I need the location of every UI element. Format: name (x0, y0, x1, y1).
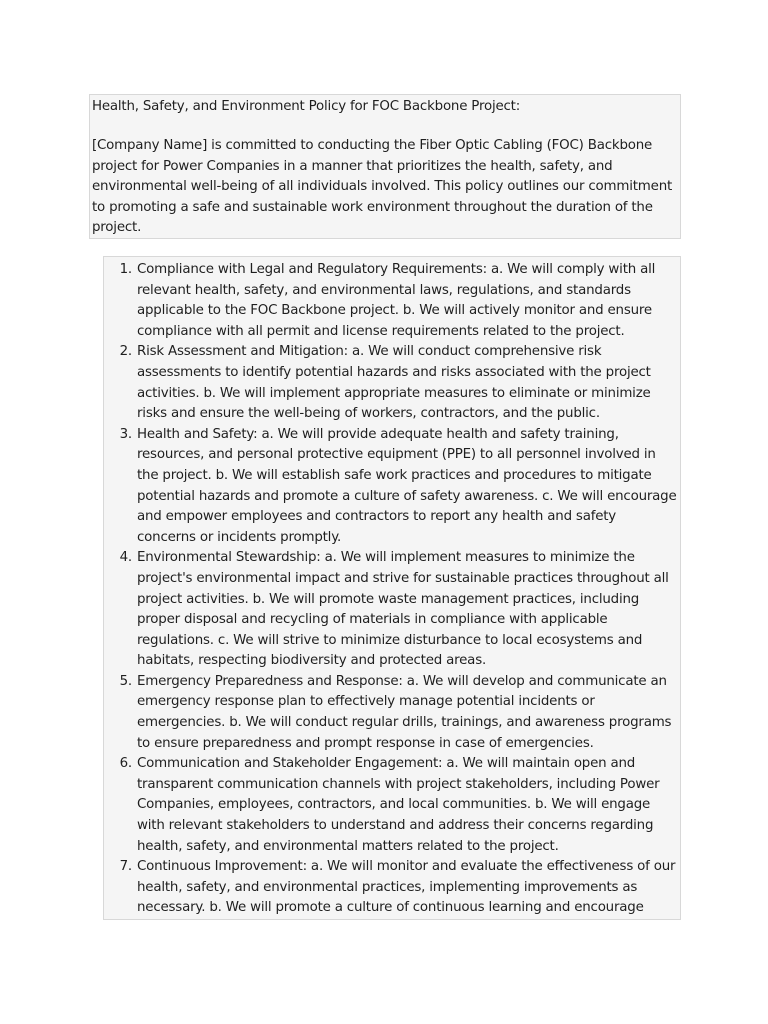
list-item-text: Risk Assessment and Mitigation: a. We will conduct comprehensive risk assessments to identify potential hazards and risks associated with the project activities. b. We will implement appropriate measures to eliminate or minimize risks and ensure the well-being of workers, contractors, and the public. (137, 344, 651, 422)
list-item (104, 342, 680, 424)
list-item (104, 548, 680, 672)
list-item (104, 857, 680, 919)
document-title: Health, Safety, and Environment Policy for FOC Backbone Project: (92, 99, 521, 114)
list-item-text: Health and Safety: a. We will provide adequate health and safety training, resources, and personal protective equipment (PPE) to all personnel involved in the project. b. We will establish safe work practices and procedures to mitigate potential hazards and promote a culture of safety awareness. c. We will encourage and empower employees and contractors to report any health and safety concerns or incidents promptly. (137, 426, 677, 545)
list-item-number: 3. (119, 426, 132, 442)
policy-list (104, 257, 680, 919)
list-item-text: Compliance with Legal and Regulatory Requirements: a. We will comply with all relevant health, safety, and environmental laws, regulations, and standards applicable to the FOC Backbone project. b. We will actively monitor and ensure compliance with all permit and license requirements related to the project. (137, 262, 656, 339)
intro-box (89, 94, 681, 239)
list-item (104, 672, 680, 754)
list-item-number: 4. (119, 550, 132, 566)
list-item-text: Communication and Stakeholder Engagement: a. We will maintain open and transparent communication channels with project stakeholders, including Power Companies, employees, contractors, and local communities. b. We will engage with relevant stakeholders to understand and address their concerns regarding health, safety, and environmental matters related to the project. (137, 756, 660, 854)
policy-list-box (103, 256, 681, 920)
list-item-number: 2. (119, 344, 132, 360)
intro-paragraph: [Company Name] is committed to conducting the Fiber Optic Cabling (FOC) Backbone project for Power Companies in a manner that prioritizes the health, safety, and environmental well-being of all individuals involved. This policy outlines our commitment to promoting a safe and sustainable work environment throughout the duration of the project. (92, 138, 673, 236)
list-item-text: Emergency Preparedness and Response: a. We will develop and communicate an emergency response plan to effectively manage potential incidents or emergencies. b. We will conduct regular drills, trainings, and awareness programs to ensure preparedness and prompt response in case of emergencies. (137, 673, 672, 751)
list-item-number: 6. (119, 756, 132, 772)
list-item (104, 260, 680, 342)
list-item-text: Environmental Stewardship: a. We will implement measures to minimize the project's environmental impact and strive for sustainable practices throughout all project activities. b. We will promote waste management practices, including proper disposal and recycling of materials in compliance with applicable regulations. c. We will strive to minimize disturbance to local ecosystems and habitats, respecting biodiversity and protected areas. (137, 550, 669, 669)
list-item (104, 425, 680, 549)
list-item-number: 1. (119, 262, 132, 277)
list-item-number: 7. (119, 859, 132, 875)
list-item (104, 754, 680, 857)
list-item-number: 5. (119, 673, 132, 689)
list-item-text: Continuous Improvement: a. We will monitor and evaluate the effectiveness of our health, safety, and environmental practices, implementing improvements as necessary. b. We will promote a culture of continuous learning and encourage (137, 859, 676, 916)
